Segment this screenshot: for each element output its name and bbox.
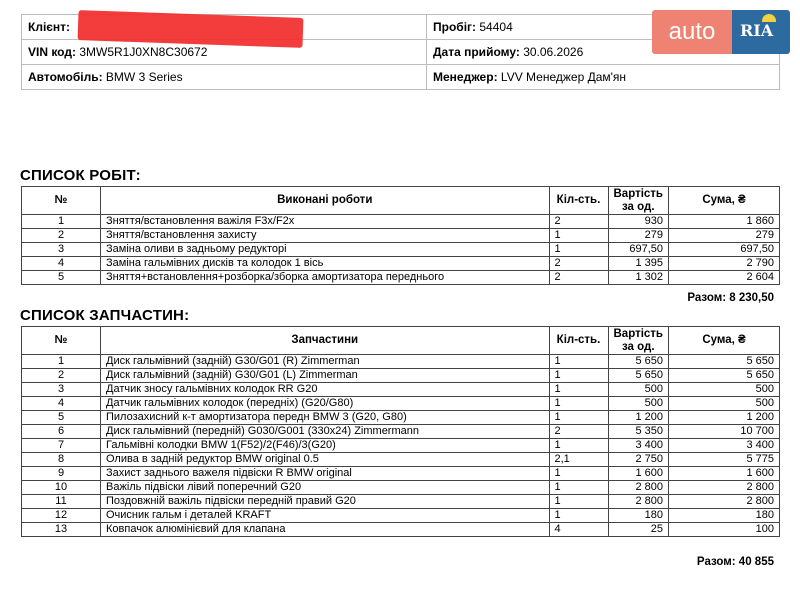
row-number: 13 — [22, 523, 101, 537]
row-description: Диск гальмівний (задній) G30/G01 (L) Zimmerman — [101, 369, 550, 383]
row-unit-price: 1 200 — [608, 411, 669, 425]
row-number: 1 — [22, 355, 101, 369]
row-number: 6 — [22, 425, 101, 439]
row-unit-price: 3 400 — [608, 439, 669, 453]
row-description: Диск гальмівний (передній) G030/G001 (330x24) Zimmermann — [101, 425, 550, 439]
row-number: 12 — [22, 509, 101, 523]
col-unit-price: Вартість за од. — [608, 327, 669, 355]
row-qty: 2 — [549, 257, 608, 271]
row-qty: 1 — [549, 383, 608, 397]
table-row — [22, 215, 780, 229]
row-description: Пилозахисний к-т амортизатора передн BMW 3 (G20, G80) — [101, 411, 550, 425]
col-number: № — [22, 327, 101, 355]
row-number: 3 — [22, 383, 101, 397]
row-unit-price: 500 — [608, 397, 669, 411]
row-unit-price: 180 — [608, 509, 669, 523]
col-qty: Кіл-сть. — [549, 187, 608, 215]
row-number: 3 — [22, 243, 101, 257]
table-row — [22, 229, 780, 243]
col-parts: Запчастини — [101, 327, 550, 355]
row-unit-price: 5 350 — [608, 425, 669, 439]
row-number: 5 — [22, 271, 101, 285]
row-qty: 4 — [549, 523, 608, 537]
row-description: Датчик гальмівних колодок (передніх) (G20/G80) — [101, 397, 550, 411]
car-cell — [22, 65, 427, 90]
parts-table — [21, 326, 780, 537]
row-unit-price: 5 650 — [608, 355, 669, 369]
row-qty: 2 — [549, 215, 608, 229]
col-qty: Кіл-сть. — [549, 327, 608, 355]
row-unit-price: 1 302 — [608, 271, 669, 285]
row-sum: 5 775 — [669, 453, 780, 467]
row-sum: 2 604 — [669, 271, 780, 285]
row-unit-price: 25 — [608, 523, 669, 537]
vin-label: VIN код: — [28, 45, 76, 59]
row-unit-price: 697,50 — [608, 243, 669, 257]
row-qty: 1 — [549, 229, 608, 243]
table-row — [22, 257, 780, 271]
row-number: 4 — [22, 257, 101, 271]
row-qty: 1 — [549, 397, 608, 411]
row-sum: 2 800 — [669, 481, 780, 495]
mileage-value: 54404 — [479, 20, 513, 34]
row-description: Ковпачок алюмінієвий для клапана — [101, 523, 550, 537]
row-number: 7 — [22, 439, 101, 453]
row-unit-price: 1 395 — [608, 257, 669, 271]
table-row — [22, 271, 780, 285]
parts-title: СПИСОК ЗАПЧАСТИН: — [20, 307, 190, 324]
row-number: 10 — [22, 481, 101, 495]
logo-ria-badge — [732, 10, 790, 54]
row-sum: 1 200 — [669, 411, 780, 425]
row-sum: 2 800 — [669, 495, 780, 509]
table-row — [22, 453, 780, 467]
row-sum: 5 650 — [669, 355, 780, 369]
row-number: 9 — [22, 467, 101, 481]
row-description: Гальмівні колодки BMW 1(F52)/2(F46)/3(G20) — [101, 439, 550, 453]
table-row — [22, 425, 780, 439]
works-header-row — [22, 187, 780, 215]
row-qty: 1 — [549, 411, 608, 425]
table-row — [22, 243, 780, 257]
row-sum: 100 — [669, 523, 780, 537]
row-number: 8 — [22, 453, 101, 467]
row-qty: 1 — [549, 467, 608, 481]
row-description: Зняття/встановлення захисту — [101, 229, 550, 243]
works-table — [21, 186, 780, 285]
row-qty: 1 — [549, 481, 608, 495]
row-sum: 10 700 — [669, 425, 780, 439]
row-sum: 697,50 — [669, 243, 780, 257]
row-number: 2 — [22, 229, 101, 243]
manager-value: LVV Менеджер Дам'ян — [500, 70, 627, 84]
row-sum: 500 — [669, 383, 780, 397]
table-row — [22, 383, 780, 397]
col-number: № — [22, 187, 101, 215]
col-sum: Сума, ₴ — [669, 327, 780, 355]
logo-auto-text: auto — [652, 10, 732, 54]
row-number: 2 — [22, 369, 101, 383]
row-number: 11 — [22, 495, 101, 509]
row-qty: 1 — [549, 495, 608, 509]
autoria-logo — [652, 10, 790, 54]
row-description: Датчик зносу гальмівних колодок RR G20 — [101, 383, 550, 397]
row-qty: 1 — [549, 243, 608, 257]
row-number: 5 — [22, 411, 101, 425]
table-row — [22, 523, 780, 537]
row-sum: 2 790 — [669, 257, 780, 271]
row-description: Заміна гальмівних дисків та колодок 1 вісь — [101, 257, 550, 271]
row-qty: 1 — [549, 355, 608, 369]
table-row — [22, 411, 780, 425]
row-description: Поздовжній важіль підвіски передній правий G20 — [101, 495, 550, 509]
row-number: 4 — [22, 397, 101, 411]
logo-ria-text: RIA — [740, 21, 774, 40]
manager-cell — [427, 65, 780, 90]
table-row — [22, 481, 780, 495]
row-unit-price: 279 — [608, 229, 669, 243]
date-value: 30.06.2026 — [523, 45, 584, 59]
table-row — [22, 397, 780, 411]
row-unit-price: 930 — [608, 215, 669, 229]
row-sum: 1 860 — [669, 215, 780, 229]
row-unit-price: 2 750 — [608, 453, 669, 467]
row-description: Диск гальмівний (задній) G30/G01 (R) Zimmerman — [101, 355, 550, 369]
row-description: Зняття/встановлення важіля F3x/F2x — [101, 215, 550, 229]
col-sum: Сума, ₴ — [669, 187, 780, 215]
row-unit-price: 2 800 — [608, 481, 669, 495]
row-sum: 279 — [669, 229, 780, 243]
row-sum: 1 600 — [669, 467, 780, 481]
row-sum: 500 — [669, 397, 780, 411]
row-sum: 180 — [669, 509, 780, 523]
row-qty: 2 — [549, 425, 608, 439]
row-sum: 5 650 — [669, 369, 780, 383]
client-label: Клієнт: — [28, 20, 71, 34]
row-sum: 3 400 — [669, 439, 780, 453]
row-qty: 2,1 — [549, 453, 608, 467]
row-description: Важіль підвіски лівий поперечний G20 — [101, 481, 550, 495]
row-description: Заміна оливи в задньому редукторі — [101, 243, 550, 257]
mileage-label: Пробіг: — [433, 20, 477, 34]
row-unit-price: 1 600 — [608, 467, 669, 481]
row-unit-price: 2 800 — [608, 495, 669, 509]
table-row — [22, 509, 780, 523]
row-number: 1 — [22, 215, 101, 229]
manager-label: Менеджер: — [433, 70, 498, 84]
row-description: Захист заднього важеля підвіски R BMW original — [101, 467, 550, 481]
row-description: Олива в задній редуктор BMW original 0.5 — [101, 453, 550, 467]
table-row — [22, 369, 780, 383]
row-unit-price: 5 650 — [608, 369, 669, 383]
car-value: BMW 3 Series — [105, 70, 183, 84]
row-description: Зняття+встановлення+розборка/зборка амортизатора переднього — [101, 271, 550, 285]
parts-total: Разом: 40 855 — [696, 556, 774, 568]
row-qty: 1 — [549, 439, 608, 453]
table-row — [22, 439, 780, 453]
works-total: Разом: 8 230,50 — [687, 292, 774, 304]
col-unit-price: Вартість за од. — [608, 187, 669, 215]
row-unit-price: 500 — [608, 383, 669, 397]
table-row — [22, 495, 780, 509]
parts-header-row — [22, 327, 780, 355]
row-qty: 2 — [549, 271, 608, 285]
table-row — [22, 467, 780, 481]
row-description: Очисник гальм і деталей KRAFT — [101, 509, 550, 523]
table-row — [22, 355, 780, 369]
date-label: Дата прийому: — [433, 45, 520, 59]
row-qty: 1 — [549, 369, 608, 383]
vin-value: 3MW5R1J0XN8C30672 — [79, 45, 208, 59]
works-title: СПИСОК РОБІТ: — [20, 167, 141, 184]
col-works: Виконані роботи — [101, 187, 550, 215]
row-qty: 1 — [549, 509, 608, 523]
car-label: Автомобіль: — [28, 70, 103, 84]
